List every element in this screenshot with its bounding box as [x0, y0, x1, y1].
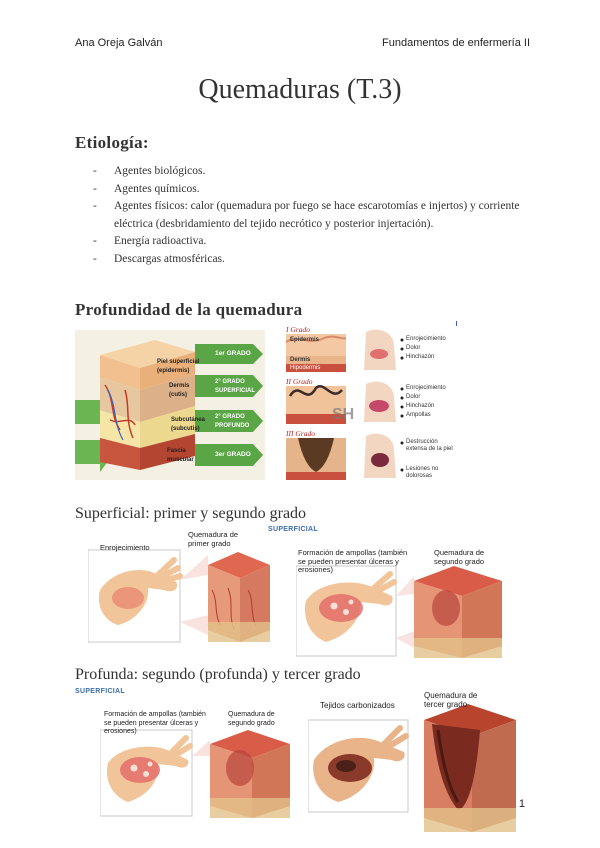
grade-label: III Grado: [286, 429, 315, 438]
profunda-heading: Profunda: segundo (profunda) y tercer grado: [75, 666, 361, 683]
figure-label: Quemadura de segundo grado: [434, 548, 485, 566]
first-degree-figure: [88, 530, 270, 645]
grade-arrow-label: 2° GRADO PROFUNDO: [215, 414, 250, 429]
page-number: 1: [518, 798, 525, 810]
page-title: Quemaduras (T.3): [198, 74, 402, 105]
layer-label: Piel superficial (epidermis): [157, 359, 200, 374]
symptom-label: Enrojecimiento: [406, 336, 446, 342]
figure-label: Enrojecimiento: [100, 543, 150, 552]
list-item: - Descargas atmosféricas.: [93, 251, 533, 269]
grade-label: I Grado: [286, 326, 310, 334]
watermark: SH: [332, 406, 355, 423]
layer-label: Dermis: [290, 357, 311, 363]
layer-label: Dermis (cutis): [169, 383, 190, 398]
etiologia-list: [93, 163, 533, 268]
figure-label: Quemadura de segundo grado: [228, 711, 275, 727]
profundidad-heading: Profundidad de la quemadura: [75, 300, 303, 319]
list-item: - Agentes biológicos.: [93, 163, 533, 181]
figure-label: Quemadura de primer grado: [188, 530, 239, 548]
symptom-label: Dolor: [406, 394, 421, 400]
grade-arrow-label: 2° GRADO SUPERFICIAL: [215, 379, 256, 394]
symptom-label: Hinchazón: [406, 403, 435, 409]
grade-label: II Grado: [286, 377, 313, 386]
skin-layers-diagram: [75, 330, 265, 480]
symptom-label: Dolor: [406, 345, 421, 351]
header-author: Ana Oreja Galván: [75, 37, 163, 49]
layer-label: Epidermis: [290, 337, 320, 343]
symptom-label: Hinchazón: [406, 354, 435, 360]
layer-label: Fascia muscular: [167, 448, 194, 463]
profunda-tag: SUPERFICIAL: [75, 688, 125, 695]
grade-arrow-label: 1er GRADO: [215, 350, 251, 357]
list-item: - Agentes físicos: calor (quemadura por fuego se hace escarotomías e injertos) y corriente eléctrica (desbridamiento del tejido necrótico y posterior injertación).: [93, 198, 533, 233]
second-degree-superficial-figure: [296, 546, 502, 658]
third-degree-illustration: [308, 690, 516, 832]
second-degree-deep-figure: [100, 708, 290, 818]
figure-label: Formación de ampollas (también se pueden presentar úlceras y erosiones): [104, 711, 206, 735]
list-item: - Energía radioactiva.: [93, 233, 533, 251]
list-item: - Agentes químicos.: [93, 181, 533, 199]
figure-label: Quemadura de tercer grado: [424, 691, 478, 709]
symptom-label: Lesiones no dolorosas: [406, 466, 439, 479]
header-course: Fundamentos de enfermería II: [382, 37, 530, 49]
burn-grade-chart: [284, 326, 460, 486]
grade-arrow-label: 3er GRADO: [215, 451, 251, 458]
figure-label: Formación de ampollas (también se pueden presentar úlceras y erosiones): [298, 548, 408, 574]
superficial-tag: SUPERFICIAL: [268, 526, 318, 533]
symptom-label: Destrucción extensa de la piel: [406, 439, 453, 452]
etiologia-heading: Etiología:: [75, 133, 149, 152]
layer-label: Hipodermis: [290, 365, 321, 371]
third-degree-figure: [308, 690, 516, 832]
layer-label: Subcutánea (subcutis): [171, 417, 206, 432]
symptom-label: Ampollas: [406, 412, 431, 418]
superficial-heading: Superficial: primer y segundo grado: [75, 505, 307, 522]
figure-label: Tejidos carbonizados: [320, 701, 395, 710]
symptom-label: Enrojecimiento: [406, 385, 446, 391]
